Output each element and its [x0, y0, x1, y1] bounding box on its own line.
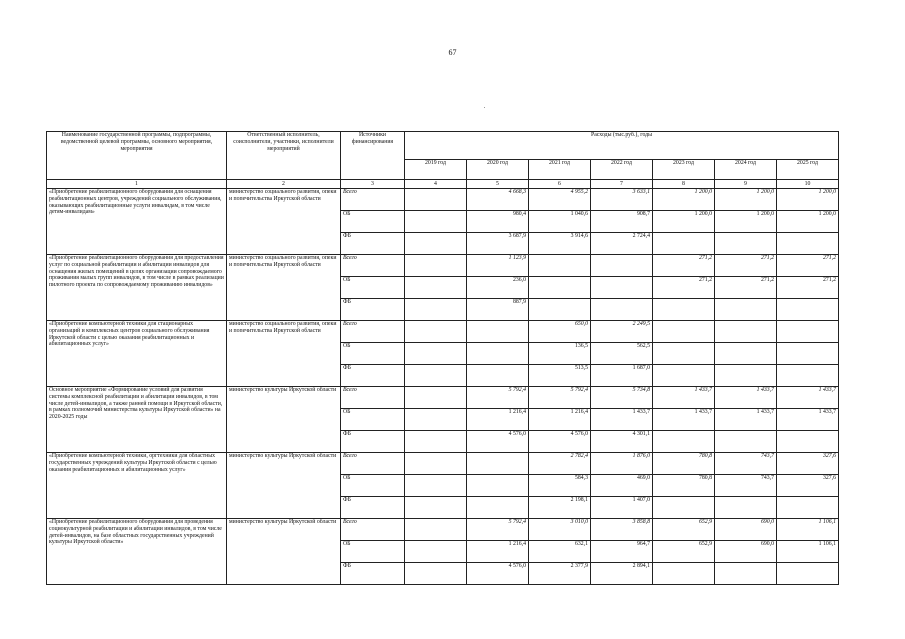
amount-cell	[405, 343, 467, 365]
amount-cell	[715, 431, 777, 453]
amount-cell	[653, 343, 715, 365]
program-name: «Приобретение компьютерной техники для стационарных организаций и комплексных центров социального обслуживания Иркутской области с целью оказания реабилитационных и абилитационных услуг»	[47, 321, 227, 387]
amount-cell: 1 433,7	[653, 409, 715, 431]
amount-cell: 1 876,0	[591, 453, 653, 475]
amount-cell: 2 249,5	[591, 321, 653, 343]
amount-cell: 236,0	[467, 277, 529, 299]
header-year: 2025 год	[777, 160, 839, 180]
header-year: 2020 год	[467, 160, 529, 180]
table-row	[47, 255, 839, 277]
amount-cell: 1 040,6	[529, 211, 591, 233]
amount-cell: 1 200,0	[715, 211, 777, 233]
amount-cell: 4 576,0	[529, 431, 591, 453]
amount-cell: 3 914,6	[529, 233, 591, 255]
amount-cell: 3 858,8	[591, 519, 653, 541]
funding-source: ФБ	[341, 563, 405, 585]
column-number: 3	[341, 180, 405, 189]
amount-cell: 1 433,7	[653, 387, 715, 409]
amount-cell	[405, 299, 467, 321]
amount-cell: 887,9	[467, 299, 529, 321]
amount-cell: 1 407,0	[591, 497, 653, 519]
amount-cell	[529, 299, 591, 321]
header-program: Наименование государственной программы, подпрограммы, ведомственной целевой программы, основного мероприятия, мероприятия	[47, 132, 227, 180]
column-number: 5	[467, 180, 529, 189]
column-number: 6	[529, 180, 591, 189]
amount-cell	[405, 497, 467, 519]
header-expenses: Расходы (тыс.руб.), годы	[405, 132, 839, 160]
amount-cell	[715, 343, 777, 365]
amount-cell	[405, 321, 467, 343]
amount-cell	[405, 409, 467, 431]
page-number: 67	[448, 48, 457, 57]
table-row	[47, 321, 839, 343]
funding-source: Всего	[341, 189, 405, 211]
amount-cell	[715, 299, 777, 321]
amount-cell: 271,2	[715, 255, 777, 277]
scan-speck	[484, 107, 485, 108]
amount-cell	[467, 343, 529, 365]
amount-cell	[777, 563, 839, 585]
amount-cell	[405, 453, 467, 475]
column-number: 7	[591, 180, 653, 189]
amount-cell	[715, 563, 777, 585]
amount-cell: 650,0	[529, 321, 591, 343]
amount-cell: 5 792,4	[467, 387, 529, 409]
amount-cell	[777, 321, 839, 343]
amount-cell: 1 216,4	[529, 409, 591, 431]
amount-cell: 1 106,1	[777, 541, 839, 563]
amount-cell	[591, 277, 653, 299]
amount-cell: 5 734,8	[591, 387, 653, 409]
amount-cell: 1 200,0	[715, 189, 777, 211]
header-year: 2021 год	[529, 160, 591, 180]
amount-cell: 1 216,4	[467, 409, 529, 431]
amount-cell	[467, 497, 529, 519]
table-row	[47, 387, 839, 409]
amount-cell	[653, 365, 715, 387]
amount-cell: 1 200,0	[777, 189, 839, 211]
amount-cell	[405, 233, 467, 255]
amount-cell: 1 200,0	[777, 211, 839, 233]
amount-cell: 652,9	[653, 519, 715, 541]
amount-cell	[715, 365, 777, 387]
amount-cell	[777, 365, 839, 387]
amount-cell: 652,9	[653, 541, 715, 563]
amount-cell: 1 123,9	[467, 255, 529, 277]
amount-cell: 690,0	[715, 541, 777, 563]
amount-cell: 4 576,0	[467, 431, 529, 453]
amount-cell: 2 724,4	[591, 233, 653, 255]
amount-cell: 271,2	[653, 277, 715, 299]
amount-cell: 271,2	[715, 277, 777, 299]
amount-cell: 1 200,0	[653, 189, 715, 211]
amount-cell	[653, 497, 715, 519]
funding-source: Всего	[341, 453, 405, 475]
amount-cell	[405, 431, 467, 453]
amount-cell: 327,6	[777, 475, 839, 497]
funding-source: Всего	[341, 519, 405, 541]
amount-cell: 469,0	[591, 475, 653, 497]
amount-cell	[467, 475, 529, 497]
amount-cell	[715, 233, 777, 255]
amount-cell: 3 633,1	[591, 189, 653, 211]
amount-cell: 3 010,0	[529, 519, 591, 541]
amount-cell	[405, 387, 467, 409]
header-sources: Источники финансирования	[341, 132, 405, 180]
amount-cell	[405, 541, 467, 563]
amount-cell	[405, 255, 467, 277]
funding-source: ФБ	[341, 233, 405, 255]
table-row	[47, 453, 839, 475]
amount-cell: 980,4	[467, 211, 529, 233]
amount-cell: 4 576,0	[467, 563, 529, 585]
amount-cell: 136,5	[529, 343, 591, 365]
funding-source: ОБ	[341, 409, 405, 431]
amount-cell: 908,7	[591, 211, 653, 233]
amount-cell: 513,5	[529, 365, 591, 387]
column-number: 9	[715, 180, 777, 189]
amount-cell: 690,0	[715, 519, 777, 541]
amount-cell: 780,8	[653, 453, 715, 475]
column-number: 4	[405, 180, 467, 189]
amount-cell	[467, 321, 529, 343]
amount-cell	[591, 255, 653, 277]
amount-cell: 5 792,4	[529, 387, 591, 409]
amount-cell: 3 687,9	[467, 233, 529, 255]
amount-cell: 5 792,4	[467, 519, 529, 541]
amount-cell: 4 668,3	[467, 189, 529, 211]
amount-cell	[777, 497, 839, 519]
program-name: «Приобретение реабилитационного оборудования для оснащения реабилитационных центров, учреждений социального обслуживания, оказывающих реабилитационные услуги инвалидам, в том числе детям-инвалидам»	[47, 189, 227, 255]
amount-cell	[467, 453, 529, 475]
table-row	[47, 519, 839, 541]
executor-name: министерство культуры Иркутской области	[227, 453, 341, 519]
amount-cell: 1 687,0	[591, 365, 653, 387]
amount-cell	[405, 211, 467, 233]
funding-source: ФБ	[341, 365, 405, 387]
amount-cell: 584,3	[529, 475, 591, 497]
amount-cell	[777, 233, 839, 255]
amount-cell: 1 200,0	[653, 211, 715, 233]
amount-cell	[653, 563, 715, 585]
executor-name: министерство социального развития, опеки и попечительства Иркутской области	[227, 321, 341, 387]
program-name: Основное мероприятие «Формирование условий для развития системы комплексной реабилитации и абилитации инвалидов, в том числе детей-инвалидов, а также ранней помощи в Иркутской области, в рамках полномочий министерства культуры Иркутской области» на 2020-2025 годы	[47, 387, 227, 453]
header-year: 2024 год	[715, 160, 777, 180]
executor-name: министерство социального развития, опеки и попечительства Иркутской области	[227, 255, 341, 321]
amount-cell	[715, 497, 777, 519]
amount-cell: 964,7	[591, 541, 653, 563]
amount-cell: 2 377,9	[529, 563, 591, 585]
amount-cell: 1 433,7	[715, 409, 777, 431]
funding-source: ОБ	[341, 343, 405, 365]
column-number: 10	[777, 180, 839, 189]
budget-table	[46, 131, 839, 585]
amount-cell	[529, 255, 591, 277]
amount-cell	[405, 563, 467, 585]
amount-cell: 271,2	[777, 255, 839, 277]
amount-cell: 271,2	[653, 255, 715, 277]
amount-cell	[405, 519, 467, 541]
program-name: «Приобретение реабилитационного оборудования для проведения социокультурной реабилитации и абилитации инвалидов, в том числе детей-инвалидов, на базе областных государственных учреждений культуры Иркутской области»	[47, 519, 227, 585]
funding-source: ФБ	[341, 431, 405, 453]
program-name: «Приобретение компьютерной техники, оргтехники для областных государственных учреждений культуры Иркутской области с целью оказания реабилитационных и абилитационных услуг»	[47, 453, 227, 519]
funding-source: ФБ	[341, 299, 405, 321]
amount-cell	[405, 475, 467, 497]
funding-source: ОБ	[341, 541, 405, 563]
amount-cell	[777, 343, 839, 365]
funding-source: ФБ	[341, 497, 405, 519]
funding-source: Всего	[341, 255, 405, 277]
amount-cell: 780,8	[653, 475, 715, 497]
amount-cell: 271,2	[777, 277, 839, 299]
funding-source: Всего	[341, 321, 405, 343]
header-year: 2022 год	[591, 160, 653, 180]
amount-cell: 1 216,4	[467, 541, 529, 563]
amount-cell	[653, 299, 715, 321]
amount-cell	[777, 299, 839, 321]
header-executor: Ответственный исполнитель, соисполнители, участники, исполнители мероприятий	[227, 132, 341, 180]
amount-cell: 1 433,7	[777, 409, 839, 431]
amount-cell: 632,1	[529, 541, 591, 563]
amount-cell	[405, 277, 467, 299]
amount-cell: 743,7	[715, 475, 777, 497]
amount-cell	[653, 321, 715, 343]
amount-cell: 2 198,1	[529, 497, 591, 519]
executor-name: министерство социального развития, опеки и попечительства Иркутской области	[227, 189, 341, 255]
amount-cell: 1 433,7	[591, 409, 653, 431]
amount-cell	[653, 233, 715, 255]
funding-source: ОБ	[341, 475, 405, 497]
amount-cell	[529, 277, 591, 299]
table-row	[47, 189, 839, 211]
amount-cell: 327,6	[777, 453, 839, 475]
amount-cell: 1 106,1	[777, 519, 839, 541]
funding-source: ОБ	[341, 277, 405, 299]
amount-cell	[467, 365, 529, 387]
amount-cell: 562,5	[591, 343, 653, 365]
column-number: 8	[653, 180, 715, 189]
header-year: 2023 год	[653, 160, 715, 180]
funding-source: Всего	[341, 387, 405, 409]
amount-cell	[777, 431, 839, 453]
executor-name: министерство культуры Иркутской области	[227, 519, 341, 585]
amount-cell	[405, 189, 467, 211]
amount-cell: 4 301,1	[591, 431, 653, 453]
amount-cell: 4 955,2	[529, 189, 591, 211]
funding-source: ОБ	[341, 211, 405, 233]
amount-cell: 2 894,1	[591, 563, 653, 585]
amount-cell: 1 433,7	[777, 387, 839, 409]
column-number: 1	[47, 180, 227, 189]
amount-cell	[653, 431, 715, 453]
amount-cell	[715, 321, 777, 343]
amount-cell: 2 782,4	[529, 453, 591, 475]
column-number: 2	[227, 180, 341, 189]
amount-cell	[591, 299, 653, 321]
program-name: «Приобретение реабилитационного оборудования для предоставления услуг по социальной реабилитации и абилитации инвалидов для оснащения жилых помещений в целях организации сопровождаемого проживания малых групп инвалидов, в том числе в рамках реализации пилотного проекта по сопровождаемому проживанию инвалидов»	[47, 255, 227, 321]
amount-cell: 1 433,7	[715, 387, 777, 409]
amount-cell: 743,7	[715, 453, 777, 475]
amount-cell	[405, 365, 467, 387]
executor-name: министерство культуры Иркутской области	[227, 387, 341, 453]
header-year: 2019 год	[405, 160, 467, 180]
